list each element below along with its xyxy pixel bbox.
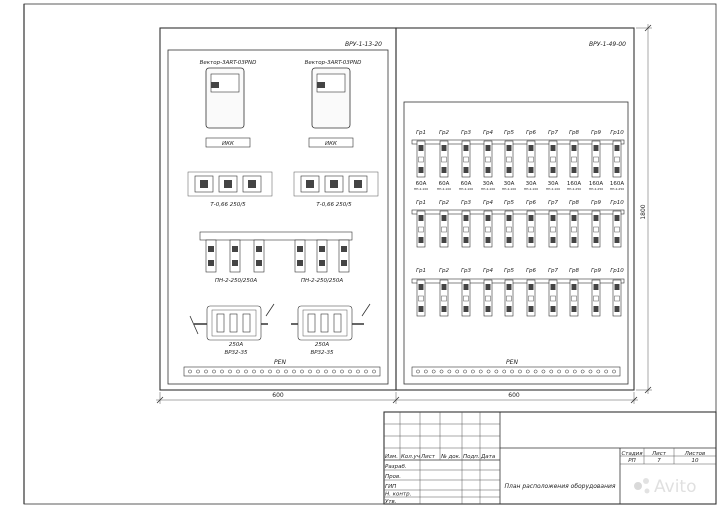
avito-watermark <box>634 477 696 497</box>
group-label: Гр7 <box>547 268 559 274</box>
fuse-bottom <box>486 306 491 312</box>
left-pen-hole <box>324 370 327 373</box>
left-pen-hole <box>188 370 191 373</box>
dim-left-width: 600 <box>272 392 284 399</box>
ct-group-1 <box>188 172 272 208</box>
fuse-top <box>507 215 512 221</box>
drawing-title: План расположения оборудования <box>504 483 616 490</box>
group-label: Гр5 <box>503 200 515 206</box>
group-label: Гр8 <box>568 268 580 274</box>
left-pen-hole <box>244 370 247 373</box>
fuse-top <box>572 145 577 151</box>
fuse-bottom <box>551 306 556 312</box>
fuse-bottom <box>507 237 512 243</box>
left-pen-hole <box>204 370 207 373</box>
group-fuse-type: ПН-2-100 <box>458 187 474 191</box>
group-label: Гр10 <box>610 130 624 136</box>
fuse-bottom <box>442 237 447 243</box>
right-pen-hole <box>456 370 459 373</box>
right-pen-hole <box>440 370 443 373</box>
group-label: Гр1 <box>415 200 427 206</box>
fuse-bottom <box>529 306 534 312</box>
group-current: 30А <box>525 181 537 187</box>
fuse-top <box>572 284 577 290</box>
right-panel-frame <box>396 28 634 390</box>
left-pen-hole <box>356 370 359 373</box>
stage-value: РП <box>628 458 636 464</box>
group-fuse-type: ПН-2-250 <box>609 187 625 191</box>
fuse-bottom <box>529 237 534 243</box>
fuse-top <box>529 215 534 221</box>
svg-text:ИКК: ИКК <box>222 141 234 147</box>
svg-text:Н. контр.: Н. контр. <box>385 491 412 498</box>
group-label: Гр3 <box>460 268 472 274</box>
right-pen-hole <box>605 370 608 373</box>
group-current: 160А <box>588 181 604 187</box>
fuse-top <box>594 284 599 290</box>
svg-text:№ док.: № док. <box>441 454 461 460</box>
left-panel-inner <box>168 50 388 384</box>
breaker-1 <box>190 304 274 356</box>
fuse-top <box>419 215 424 221</box>
left-panel-code: ВРУ-1-13-20 <box>345 41 382 48</box>
fuse-top <box>594 145 599 151</box>
right-pen-hole <box>495 370 498 373</box>
group-label: Гр3 <box>460 200 472 206</box>
fuse-bottom <box>464 306 469 312</box>
fuse-top <box>442 284 447 290</box>
fuse-top <box>594 215 599 221</box>
fuse-bottom <box>615 306 620 312</box>
left-pen-hole <box>220 370 223 373</box>
fuse-busbar <box>200 232 352 240</box>
svg-text:Пров.: Пров. <box>385 474 401 480</box>
left-pen-hole <box>348 370 351 373</box>
sheets-value: 10 <box>691 458 699 464</box>
svg-text:Лист: Лист <box>421 454 435 460</box>
group-fuse-type: ПН-2-250 <box>588 187 604 191</box>
meter-1-model: Вектор-3ART-03PND <box>199 60 257 66</box>
ct-group-2 <box>294 172 378 208</box>
group-fuse-type: ПН-2-100 <box>545 187 561 191</box>
group-current: 160А <box>609 181 625 187</box>
fuse-top <box>486 215 491 221</box>
fuse-bottom <box>419 167 424 173</box>
group-label: Гр9 <box>590 200 602 206</box>
fuse-top <box>507 284 512 290</box>
right-panel-code: ВРУ-1-49-00 <box>589 41 626 48</box>
svg-text:Изм.: Изм. <box>385 454 398 460</box>
group-label: Гр4 <box>482 268 494 274</box>
left-pen-hole <box>308 370 311 373</box>
left-pen-hole <box>316 370 319 373</box>
group-label: Гр9 <box>590 130 602 136</box>
right-pen-hole <box>550 370 553 373</box>
right-pen-hole <box>471 370 474 373</box>
fuse-top <box>551 284 556 290</box>
group-label: Гр5 <box>503 130 515 136</box>
fuse-top <box>615 145 620 151</box>
group-current: 60А <box>438 181 450 187</box>
svg-text:ГИП: ГИП <box>385 484 397 490</box>
right-pen-hole <box>526 370 529 373</box>
left-pen-hole <box>300 370 303 373</box>
svg-text:Подп.: Подп. <box>463 454 480 460</box>
fuse-bottom <box>507 306 512 312</box>
fuse-bottom <box>572 306 577 312</box>
fuse-bottom <box>419 306 424 312</box>
group-label: Гр4 <box>482 200 494 206</box>
fuse-top <box>507 145 512 151</box>
left-pen-hole <box>364 370 367 373</box>
group-row-1 <box>412 130 624 191</box>
sheet-value: 7 <box>657 458 661 464</box>
fuse-bottom <box>486 237 491 243</box>
group-label: Гр8 <box>568 200 580 206</box>
fuse-top <box>551 215 556 221</box>
svg-text:250А: 250А <box>314 342 330 348</box>
group-current: 160А <box>566 181 582 187</box>
fuse-top <box>442 145 447 151</box>
svg-text:250А: 250А <box>228 342 244 348</box>
group-fuse-type: ПН-2-100 <box>523 187 539 191</box>
fuse-bottom <box>507 167 512 173</box>
left-pen-hole <box>260 370 263 373</box>
svg-text:Листов: Листов <box>684 451 706 457</box>
right-pen-hole <box>448 370 451 373</box>
left-pen-hole <box>292 370 295 373</box>
group-label: Гр7 <box>547 130 559 136</box>
group-current: 60А <box>415 181 427 187</box>
fuse-top <box>529 284 534 290</box>
meter-2-model: Вектор-3ART-03PND <box>304 60 362 66</box>
group-row-3 <box>412 268 624 316</box>
fuse-top <box>551 145 556 151</box>
right-pen-hole <box>487 370 490 373</box>
fuse-bottom <box>551 237 556 243</box>
group-label: Гр6 <box>525 130 537 136</box>
group-label: Гр7 <box>547 200 559 206</box>
svg-text:Стадия: Стадия <box>621 451 643 457</box>
group-row-2 <box>412 200 624 247</box>
group-label: Гр10 <box>610 268 624 274</box>
right-pen-hole <box>542 370 545 373</box>
fuse-bottom <box>419 237 424 243</box>
svg-text:ВР32-35: ВР32-35 <box>310 350 334 356</box>
left-pen-hole <box>284 370 287 373</box>
ct-1-label: Т-0,66 250/5 <box>210 202 246 208</box>
right-pen-hole <box>612 370 615 373</box>
left-pen-hole <box>340 370 343 373</box>
group-fuse-type: ПН-2-100 <box>480 187 496 191</box>
fuse-2-label: ПН-2-250/250А <box>300 278 344 284</box>
group-fuse-type: ПН-2-250 <box>566 187 582 191</box>
group-label: Гр8 <box>568 130 580 136</box>
right-pen-hole <box>510 370 513 373</box>
group-fuse-type: ПН-2-100 <box>413 187 429 191</box>
group-label: Гр9 <box>590 268 602 274</box>
right-pen-hole <box>558 370 561 373</box>
fuse-bottom <box>486 167 491 173</box>
fuse-bottom <box>551 167 556 173</box>
fuse-top <box>464 284 469 290</box>
left-pen-label: PEN <box>274 359 286 366</box>
group-label: Гр1 <box>415 130 427 136</box>
right-pen-hole <box>581 370 584 373</box>
fuse-bottom <box>615 237 620 243</box>
right-pen-hole <box>534 370 537 373</box>
right-pen-hole <box>503 370 506 373</box>
group-fuse-type: ПН-2-100 <box>436 187 452 191</box>
group-current: 30А <box>547 181 559 187</box>
fuse-bottom <box>594 167 599 173</box>
group-label: Гр6 <box>525 268 537 274</box>
fuse-switch-1 <box>206 240 264 284</box>
fuse-bottom <box>594 237 599 243</box>
left-panel <box>160 28 396 390</box>
svg-text:ВР32-35: ВР32-35 <box>224 350 248 356</box>
right-pen-hole <box>479 370 482 373</box>
left-pen-hole <box>332 370 335 373</box>
fuse-top <box>442 215 447 221</box>
group-label: Гр6 <box>525 200 537 206</box>
dim-right-width: 600 <box>508 392 520 399</box>
left-pen-hole <box>252 370 255 373</box>
left-pen-hole <box>276 370 279 373</box>
fuse-top <box>464 145 469 151</box>
fuse-1-label: ПН-2-250/250А <box>214 278 258 284</box>
sheet-border <box>24 4 716 504</box>
left-pen-hole <box>228 370 231 373</box>
right-pen-hole <box>432 370 435 373</box>
svg-text:Дата: Дата <box>481 454 496 460</box>
group-rows <box>412 130 624 316</box>
right-pen-hole <box>518 370 521 373</box>
group-current: 60А <box>460 181 472 187</box>
fuse-top <box>615 284 620 290</box>
right-pen-hole <box>573 370 576 373</box>
group-label: Гр5 <box>503 268 515 274</box>
group-label: Гр2 <box>438 130 450 136</box>
right-pen-hole <box>597 370 600 373</box>
meter-2 <box>305 60 362 147</box>
fuse-bottom <box>572 167 577 173</box>
group-current: 30А <box>482 181 494 187</box>
fuse-bottom <box>464 237 469 243</box>
svg-text:ИКК: ИКК <box>325 141 337 147</box>
svg-text:Разраб.: Разраб. <box>385 464 407 470</box>
fuse-top <box>486 145 491 151</box>
svg-text:Утв.: Утв. <box>385 499 397 505</box>
group-label: Гр2 <box>438 200 450 206</box>
meter-1 <box>200 60 257 147</box>
fuse-top <box>419 284 424 290</box>
watermark-text: Avito <box>654 477 697 497</box>
left-pen-hole <box>268 370 271 373</box>
left-pen-hole <box>372 370 375 373</box>
right-panel <box>396 28 634 390</box>
group-label: Гр3 <box>460 130 472 136</box>
fuse-bottom <box>442 306 447 312</box>
breaker-2 <box>291 304 370 356</box>
fuse-bottom <box>572 237 577 243</box>
right-pen-hole <box>463 370 466 373</box>
group-label: Гр1 <box>415 268 427 274</box>
fuse-switch-2 <box>295 240 349 284</box>
right-pen-hole <box>416 370 419 373</box>
svg-text:Лист: Лист <box>652 451 666 457</box>
fuse-bottom <box>529 167 534 173</box>
fuse-top <box>572 215 577 221</box>
fuse-bottom <box>464 167 469 173</box>
right-pen-hole <box>565 370 568 373</box>
dim-height: 1800 <box>640 204 647 220</box>
ct-2-label: Т-0,66 250/5 <box>316 202 352 208</box>
left-pen-hole <box>236 370 239 373</box>
group-fuse-type: ПН-2-100 <box>501 187 517 191</box>
left-panel-frame <box>160 28 396 390</box>
fuse-bottom <box>594 306 599 312</box>
right-pen-hole <box>424 370 427 373</box>
group-label: Гр4 <box>482 130 494 136</box>
fuse-top <box>419 145 424 151</box>
fuse-top <box>464 215 469 221</box>
group-current: 30А <box>503 181 515 187</box>
right-pen-hole <box>589 370 592 373</box>
svg-text:Кол.уч: Кол.уч <box>401 454 421 460</box>
fuse-top <box>486 284 491 290</box>
group-label: Гр2 <box>438 268 450 274</box>
left-pen-hole <box>196 370 199 373</box>
fuse-top <box>615 215 620 221</box>
fuse-top <box>529 145 534 151</box>
left-pen-hole <box>212 370 215 373</box>
group-label: Гр10 <box>610 200 624 206</box>
fuse-bottom <box>442 167 447 173</box>
right-pen-label: PEN <box>506 359 518 366</box>
fuse-bottom <box>615 167 620 173</box>
